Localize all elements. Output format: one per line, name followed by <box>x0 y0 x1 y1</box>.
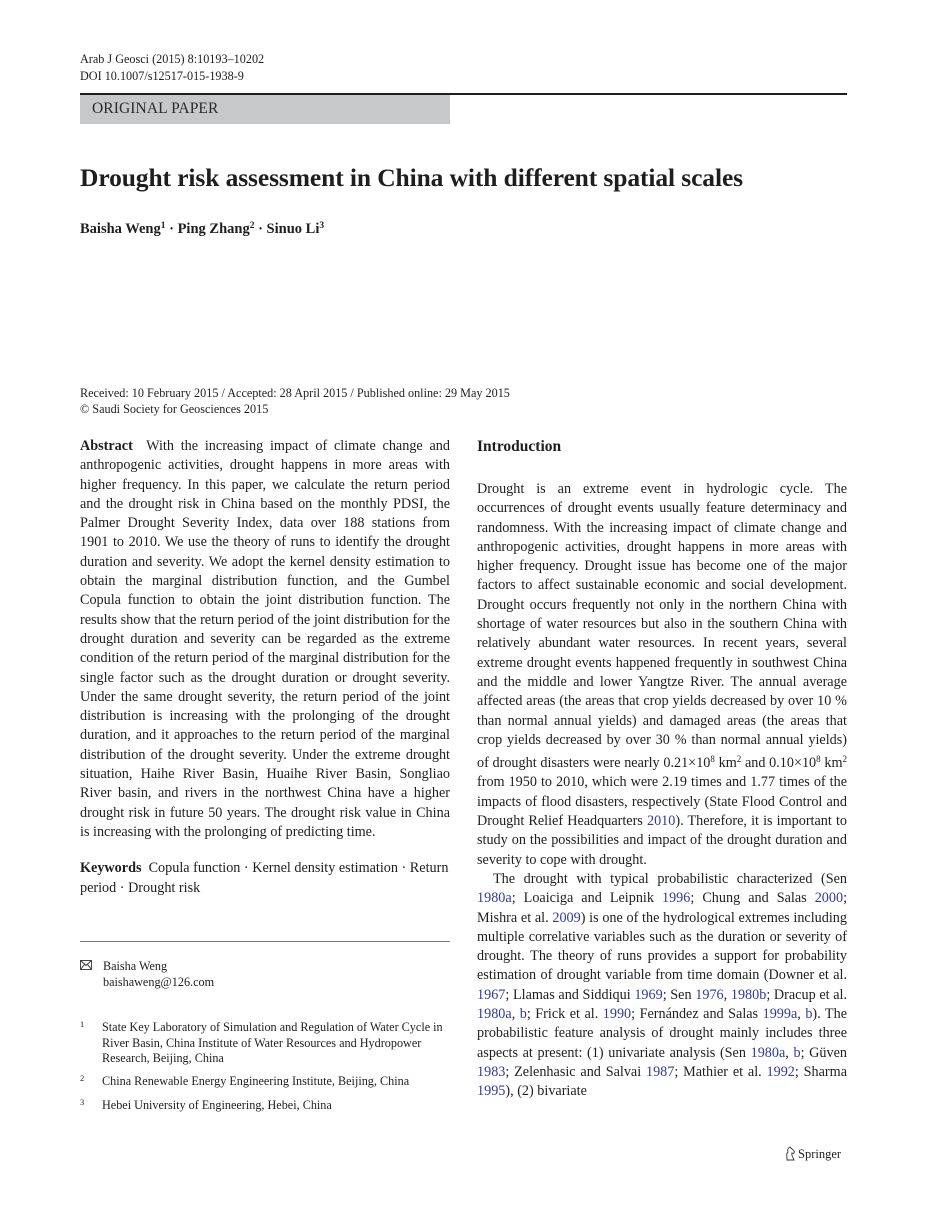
citation-link[interactable]: 2010 <box>646 813 676 830</box>
affiliation-number: 1 <box>80 1019 85 1029</box>
abstract-text: With the increasing impact of climate change and anthropogenic activities, drought happens in more areas with higher frequency. In this paper, we calculate the return period and the drought risk in China based on the monthly PDSI, the Palmer Drought Severity Index, data over 188 stations from 1901 to 2010. We use the theory of runs to identify the drought duration and severity. We adopt the kernel density estimation to obtain the marginal distribution function, and the Gumbel Copula function to obtain the joint distribution function. The results show that the return period of the joint distribution for the drought duration and severity can be regarded as the extreme condition of the return period of the marginal distribution for the single factor such as the drought duration or drought severity. Under the same drought severity, the return period of the joint distribution is increasing with the prolonging of the drought duration, and it approaches to the return period of the marginal distribution of the drought severity. Under the extreme drought situation, Haihe River Basin, Huaihe River Basin, Songliao River basin, and rivers in the northwest China have a higher drought risk in future 50 years. The drought risk value in China is increasing with the prolonging of predicting time. <box>80 438 450 840</box>
left-column <box>80 437 450 898</box>
keywords <box>80 859 450 898</box>
footnote-divider <box>80 941 450 942</box>
affiliation-item <box>80 1074 452 1090</box>
journal-citation: Arab J Geosci (2015) 8:10193–10202 <box>80 52 265 66</box>
citation-link[interactable]: 1983 <box>477 1063 506 1080</box>
contact-email[interactable]: baishaweng@126.com <box>103 975 215 989</box>
author-list <box>80 216 324 239</box>
citation-link[interactable]: b <box>805 1006 813 1023</box>
author-separator: · <box>169 221 174 237</box>
citation-link[interactable]: 1996 <box>661 890 691 907</box>
author-affiliation-mark: 1 <box>160 221 166 231</box>
affiliation-text: State Key Laboratory of Simulation and Regulation of Water Cycle in River Basin, China Institute of Water Resources and Hydropower Research, Beijing, China <box>102 1020 443 1065</box>
keywords-text: Copula function · Kernel density estimation · Return period · Drought risk <box>80 860 449 896</box>
affiliation-text: China Renewable Energy Engineering Institute, Beijing, China <box>102 1074 410 1088</box>
author-affiliation-mark: 3 <box>319 221 325 231</box>
author-name[interactable]: Ping Zhang <box>177 221 250 237</box>
springer-horse-icon <box>784 1146 796 1161</box>
citation-link[interactable]: 1980a <box>477 1006 512 1023</box>
publisher-name: Springer <box>798 1147 842 1161</box>
author-affiliation-mark: 2 <box>249 221 255 231</box>
citation-link[interactable]: 1980b <box>730 986 767 1003</box>
affiliation-number: 2 <box>80 1073 85 1083</box>
citation-link[interactable]: 1980a <box>477 890 512 907</box>
copyright-line: © Saudi Society for Geosciences 2015 <box>80 402 269 416</box>
abstract-label: Abstract <box>80 438 133 454</box>
intro-paragraph-2: The drought with typical probabilistic characterized (Sen 1980a; Loaiciga and Leipnik 1996; Chung and Salas 2000; Mishra et al. 2009) is one of the hydrological extremes including multiple correlative variables such as the duration or severity of drought. The theory of runs provides a support for probability estimation of drought variable from time domain (Downer et al. 1967; Llamas and Siddiqui 1969; Sen 1976, 1980b; Dracup et al. 1980a, b; Frick et al. 1990; Fernández and Salas 1999a, b). The probabilistic feature analysis of drought mainly includes three aspects at present: (1) univariate analysis (Sen 1980a, b; Güven 1983; Zelenhasic and Salvai 1987; Mathier et al. 1992; Sharma 1995), (2) bivariate <box>477 870 848 1100</box>
affiliation-number: 3 <box>80 1097 85 1107</box>
citation-link[interactable]: 2009 <box>552 909 581 926</box>
affiliation-item <box>80 1098 452 1114</box>
paper-title: Drought risk assessment in China with different spatial scales <box>80 163 743 192</box>
publisher-footer <box>784 1146 841 1162</box>
envelope-icon <box>80 960 92 970</box>
citation-link[interactable]: 1980a <box>750 1044 786 1061</box>
affiliation-text: Hebei University of Engineering, Hebei, China <box>102 1098 332 1112</box>
author-separator: · <box>258 221 263 237</box>
abstract <box>80 437 450 842</box>
publication-dates <box>80 385 510 417</box>
keywords-label: Keywords <box>80 860 142 877</box>
article-type-badge: ORIGINAL PAPER <box>80 95 450 124</box>
citation-link[interactable]: 1969 <box>634 986 663 1003</box>
section-heading-introduction: Introduction <box>477 438 562 455</box>
right-column <box>477 437 847 1102</box>
citation-link[interactable]: 1987 <box>645 1063 675 1080</box>
citation-link[interactable]: b <box>793 1044 801 1061</box>
citation-link[interactable]: b <box>519 1006 527 1023</box>
intro-paragraph-1: Drought is an extreme event in hydrologic cycle. The occurrences of drought events usually feature determinacy and randomness. With the increasing impact of climate change and anthropogenic activities, drought happens in more areas with higher frequency. Drought issue has become one of the major factors to affect sustainable economic and social development. Drought occurs frequently not only in the northern China with shortage of water resources but also in the southern China with relatively abundant water resources. In recent years, several extreme drought events happened frequently in southwest China and the middle and lower Yangtze River. The annual average affected areas (the areas that crop yields decreased by over 10 % than normal annual yields) and damaged areas (the areas that crop yields decreased by over 30 % than normal annual yields) of drought disasters were nearly $0.21\times 10^8$ $km^2$ and $0.10\times 10^8$ $km^2$ from 1950 to 2010, which were 2.19 times and 1.77 times of the impacts of flood disasters, respectively (State Flood Control and Drought Relief Headquarters 2010). Therefore, it is important to study on the possibilities and impact of the drought duration and severity to cope with drought. <box>477 481 847 868</box>
author-name[interactable]: Sinuo Li <box>266 221 320 237</box>
corresponding-author <box>80 958 450 990</box>
citation-link[interactable]: 1967 <box>477 986 506 1003</box>
citation-link[interactable]: 1990 <box>602 1006 632 1023</box>
citation-link[interactable]: 1992 <box>766 1063 795 1080</box>
citation-link[interactable]: 2000 <box>814 890 844 907</box>
dates-line: Received: 10 February 2015 / Accepted: 28 April 2015 / Published online: 29 May 2015 <box>80 386 510 400</box>
contact-name: Baisha Weng <box>103 959 168 973</box>
journal-doi: DOI 10.1007/s12517-015-1938-9 <box>80 69 244 83</box>
journal-header <box>80 51 264 85</box>
affiliation-item <box>80 1020 452 1067</box>
citation-link[interactable]: 1995 <box>477 1083 506 1100</box>
author-name[interactable]: Baisha Weng <box>80 221 161 237</box>
citation-link[interactable]: 1999a <box>762 1006 798 1023</box>
citation-link[interactable]: 1976 <box>695 986 724 1003</box>
